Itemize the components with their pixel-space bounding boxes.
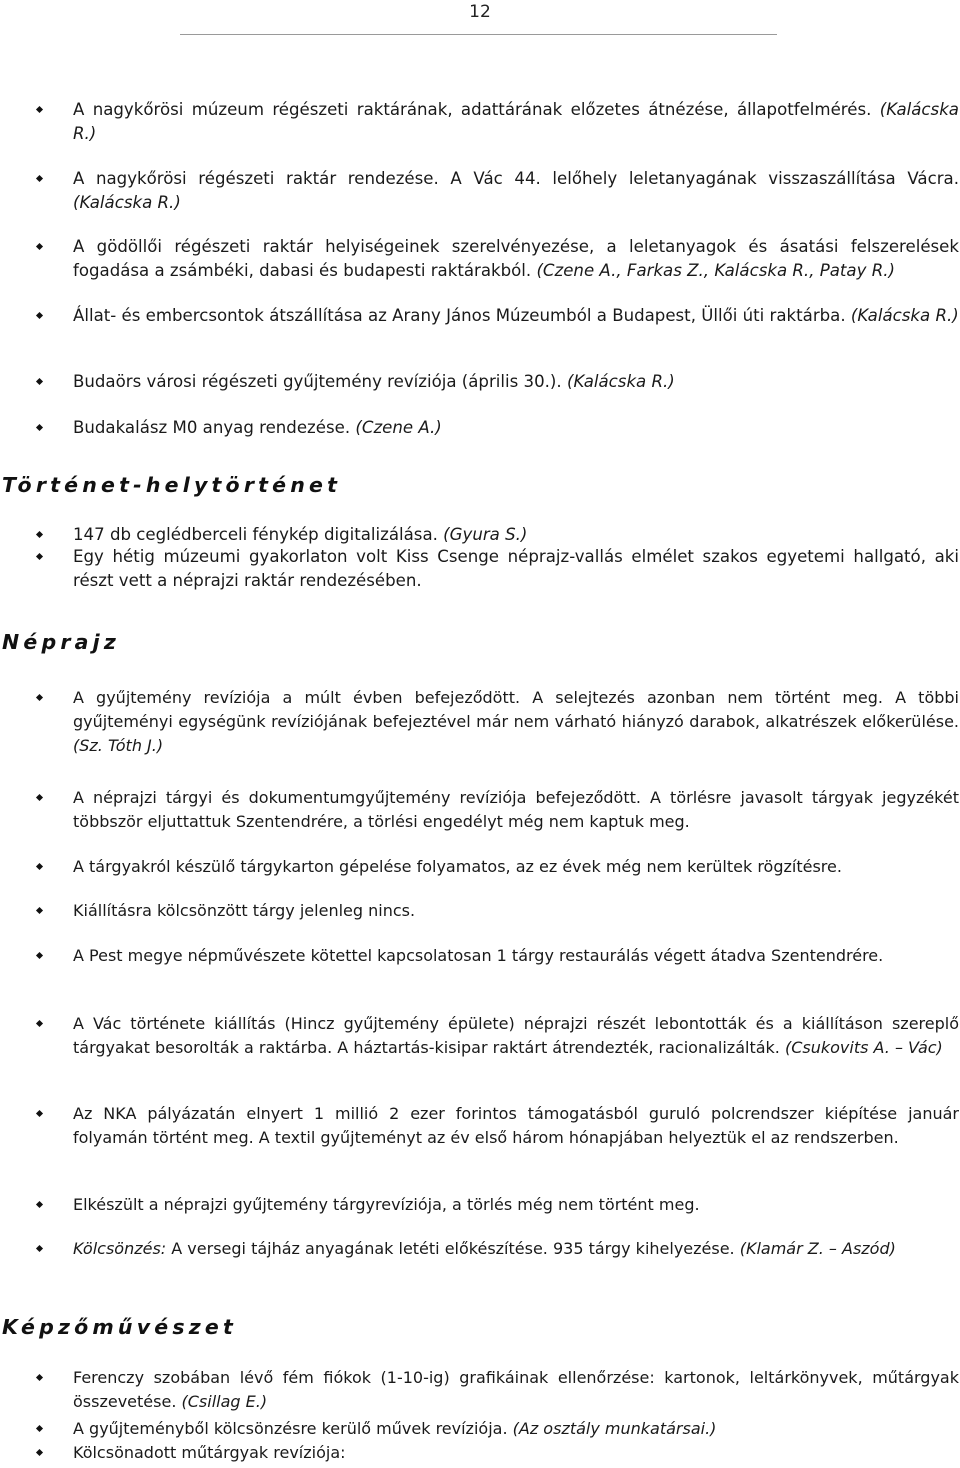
bullet-icon	[36, 1020, 43, 1027]
bullet-icon	[36, 1449, 43, 1456]
item-author: (Czene A., Farkas Z., Kalácska R., Patay R.)	[536, 260, 895, 280]
section-heading-ethnography: Néprajz	[2, 630, 121, 654]
item-text: A versegi tájház anyagának letéti előkészítése. 935 tárgy kihelyezése.	[166, 1239, 735, 1258]
item-text: 147 db ceglédberceli fénykép digitalizálása.	[73, 525, 438, 544]
header-divider	[180, 34, 777, 35]
item-text: Kiállításra kölcsönzött tárgy jelenleg nincs.	[73, 901, 416, 920]
item-text: Kölcsönadott műtárgyak revíziója:	[73, 1443, 346, 1462]
list-item	[73, 1012, 959, 1060]
list-item	[73, 1237, 959, 1261]
item-text: Elkészült a néprajzi gyűjtemény tárgyrevíziója, a törlés még nem történt meg.	[73, 1195, 700, 1214]
bullet-icon	[36, 1201, 43, 1208]
list-item	[73, 855, 959, 879]
item-author: (Csukovits A. – Vác)	[784, 1038, 943, 1057]
list-item	[73, 786, 959, 834]
bullet-icon	[36, 794, 43, 801]
item-author: (Kalácska R.)	[73, 192, 181, 212]
item-text: A nagykőrösi múzeum régészeti raktárának, adattárának előzetes átnézése, állapotfelmérés.	[73, 100, 872, 119]
list-item	[73, 686, 959, 758]
bullet-icon	[36, 952, 43, 959]
item-text: Budaörs városi régészeti gyűjtemény revíziója (április 30.).	[73, 372, 562, 391]
item-author: (Sz. Tóth J.)	[73, 736, 164, 755]
bullet-icon	[36, 243, 43, 250]
bullet-icon	[36, 1110, 43, 1117]
bullet-icon	[36, 106, 43, 113]
item-text: Állat- és embercsontok átszállítása az Arany János Múzeumból a Budapest, Üllői úti raktárba.	[73, 306, 846, 325]
item-text: A Vác története kiállítás (Hincz gyűjtemény épülete) néprajzi részét lebontották és a kiállításon szereplő tárgyakat besorolták a raktárba. A háztartás-kisipar raktárt átrendezték, racionalizálták.	[73, 1014, 959, 1057]
list-item	[73, 416, 959, 440]
list-item	[73, 370, 959, 394]
item-text: Egy hétig múzeumi gyakorlaton volt Kiss Csenge néprajz-vallás elmélet szakos egyetemi hallgató, aki részt vett a néprajzi raktár rendezésében.	[73, 547, 959, 590]
item-author: (Gyura S.)	[443, 525, 528, 544]
bullet-icon	[36, 1245, 43, 1252]
list-item	[73, 98, 959, 145]
bullet-icon	[36, 312, 43, 319]
bullet-icon	[36, 175, 43, 182]
bullet-icon	[36, 553, 43, 560]
item-text: A Pest megye népművészete kötettel kapcsolatosan 1 tárgy restaurálás végett átadva Szentendrére.	[73, 946, 884, 965]
item-text: A gyűjtemény revíziója a múlt évben befejeződött. A selejtezés azonban nem történt meg. A többi gyűjteményi egységünk revíziójának befejeztével már nem várható hiányzó darabok, alkatrészek előkerülése.	[73, 688, 959, 731]
item-author: (Kalácska R.)	[566, 372, 675, 391]
item-text: A gyűjteményből kölcsönzésre kerülő művek revíziója.	[73, 1419, 508, 1438]
item-text: A nagykőrösi régészeti raktár rendezése. A Vác 44. lelőhely leletanyagának visszaszállítása Vácra.	[73, 169, 959, 188]
item-author: (Kalácska R.)	[850, 306, 959, 325]
bullet-icon	[36, 1374, 43, 1381]
item-author: (Kalácska R.)	[73, 100, 959, 143]
bullet-icon	[36, 1425, 43, 1432]
list-item	[73, 1193, 959, 1217]
list-item	[73, 545, 959, 592]
item-author: (Az osztály munkatársai.)	[512, 1419, 717, 1438]
section-heading-fine-art: Képzőművészet	[2, 1315, 238, 1339]
bullet-icon	[36, 531, 43, 538]
item-prefix: Kölcsönzés:	[73, 1239, 167, 1258]
item-author: (Czene A.)	[355, 418, 442, 437]
list-item	[73, 899, 959, 923]
bullet-icon	[36, 694, 43, 701]
item-text: Az NKA pályázatán elnyert 1 millió 2 ezer forintos támogatásból guruló polcrendszer kiépítése január folyamán történt meg. A textil gyűjteményt az év első három hónapjában helyeztük el az rendszerben.	[73, 1104, 959, 1147]
bullet-icon	[36, 378, 43, 385]
item-author: (Csillag E.)	[181, 1392, 268, 1411]
list-item	[73, 944, 959, 968]
list-item	[73, 235, 959, 282]
item-text: A tárgyakról készülő tárgykarton gépelése folyamatos, az ez évek még nem kerültek rögzítésre.	[73, 857, 842, 876]
list-item	[73, 1441, 959, 1465]
section-heading-history: Történet-helytörténet	[2, 473, 342, 497]
item-text: Budakalász M0 anyag rendezése.	[73, 418, 351, 437]
list-item	[73, 1417, 959, 1441]
item-text: Ferenczy szobában lévő fém fiókok (1-10-ig) grafikáinak ellenőrzése: kartonok, leltárkönyvek, műtárgyak összevetése.	[73, 1368, 959, 1411]
list-item	[73, 1366, 959, 1414]
list-item	[73, 1102, 959, 1150]
item-text: A gödöllői régészeti raktár helyiségeinek szerelvényezése, a leletanyagok és ásatási felszerelések fogadása a zsámbéki, dabasi és budapesti raktárakból.	[73, 237, 959, 280]
bullet-icon	[36, 907, 43, 914]
list-item	[73, 167, 959, 214]
bullet-icon	[36, 863, 43, 870]
list-item	[73, 523, 959, 547]
list-item	[73, 304, 959, 328]
page-number: 12	[469, 2, 491, 22]
bullet-icon	[36, 424, 43, 431]
item-author: (Klamár Z. – Aszód)	[739, 1239, 896, 1258]
item-text: A néprajzi tárgyi és dokumentumgyűjtemény revíziója befejeződött. A törlésre javasolt tárgyak jegyzékét többször eljuttattuk Szentendrére, a törlési engedélyt még nem kaptuk meg.	[73, 788, 959, 831]
